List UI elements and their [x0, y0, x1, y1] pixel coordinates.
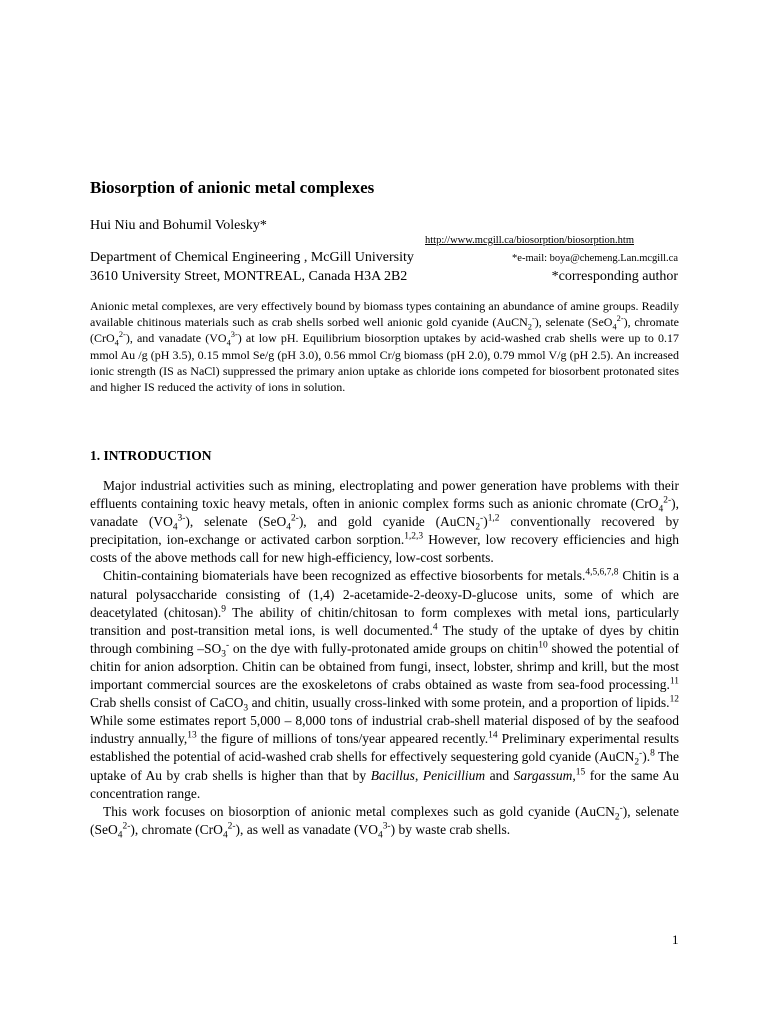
- section-heading: 1. INTRODUCTION: [90, 448, 212, 463]
- subscript-text: 4: [612, 322, 617, 332]
- subscript-text: 4: [222, 830, 228, 841]
- supscript-text: 2-: [616, 314, 624, 324]
- introduction-body: [90, 477, 679, 839]
- supscript-text: 3-: [382, 821, 391, 832]
- paper-title: Biosorption of anionic metal complexes: [90, 178, 375, 197]
- affiliation-row-1: [90, 250, 678, 266]
- affiliation-department: Department of Chemical Engineering , McGill University: [90, 250, 414, 265]
- supscript-text: 8: [650, 748, 655, 759]
- supscript-text: 3-: [177, 513, 186, 524]
- supscript-text: 2-: [118, 330, 126, 340]
- supscript-text: 2-: [663, 495, 672, 506]
- supscript-text: 15: [575, 767, 586, 777]
- author-list: Hui Niu and Bohumil Volesky*: [90, 218, 267, 233]
- supscript-text: 2-: [290, 513, 299, 524]
- subscript-text: 3: [243, 703, 249, 714]
- subscript-text: 2: [527, 322, 532, 332]
- italic-text: Bacillus: [370, 767, 415, 783]
- supscript-text: 3-: [230, 330, 238, 340]
- subscript-text: 3: [221, 649, 226, 660]
- affiliation-row-2: [90, 269, 678, 285]
- supscript-text: 9: [221, 604, 226, 615]
- subscript-text: 4: [226, 338, 231, 348]
- supscript-text: 13: [187, 730, 197, 741]
- supscript-text: 12: [669, 694, 679, 705]
- paragraph: Chitin-containing biomaterials have been recognized as effective biosorbents for metals.$^{4,5,6,7,8}$ Chitin is a natural polysaccharide consisting of (1,4) 2-acetamide-2-deoxy-D-glucose units, some of which are deacetylated (chitosan).$^9$ The ability of chitin/chitosan to form complexes with metal ions, particularly transition and post-transition metal ions, is well documented.$^4$ The study of the uptake of dyes by chitin through combining $-SO_3^-$ on the dye with fully-protonated amide groups on chitin$^{10}$ showed the potential of chitin for anion adsorption. Chitin can be obtained from fungi, insect, lobster, shrimp and krill, but the most important commercial sources are the exoskeletons of crabs obtained as waste from sea-food processing.$^{11}$ Crab shells consist of CaCO$_3$ and chitin, usually cross-linked with some protein, and a proportion of lipids.$^{12}$ While some estimates report 5,000 – 8,000 tons of industrial crab-shell material disposed of by the seafood industry annually,$^{13}$ the figure of millions of tons/year appeared recently.$^{14}$ Preliminary experimental results established the potential of acid-washed crab shells for effectively sequestering gold cyanide (AuCN$_2$-).$^8$ The uptake of Au by crab shells is higher than that by Bacillus, Penicillium and Sargassum,$^{15}$ for the same Au concentration range.: [90, 567, 680, 801]
- subscript-text: 4: [117, 830, 123, 841]
- page-number: 1: [672, 932, 679, 947]
- supscript-text: 10: [538, 640, 548, 651]
- subscript-text: 4: [377, 830, 383, 841]
- supscript-text: 1,2,3: [404, 531, 424, 542]
- supscript-text: 1,2: [487, 513, 500, 524]
- website-link[interactable]: http://www.mcgill.ca/biosorption/biosorption.htm: [425, 235, 635, 246]
- supscript-text: 14: [488, 730, 498, 741]
- subscript-text: 2: [475, 522, 481, 533]
- subscript-text: 4: [658, 504, 664, 515]
- supscript-text: -: [639, 748, 643, 759]
- supscript-text: -: [531, 314, 535, 324]
- supscript-text: 2-: [227, 821, 236, 832]
- paragraph: Major industrial activities such as mining, electroplating and power generation have problems with their effluents containing toxic heavy metals, often in anionic complex forms such as anionic chromate (CrO$_4^{2-}$), vanadate $(VO_4^{3-})$, selenate (SeO$_4^{2-}$), and gold cyanide (AuCN$_2$-)$^{1,2}$ conventionally recovered by precipitation, ion-exchange or activated carbon sorption.$^{1,2,3}$ However, low recovery efficiencies and high costs of the above methods call for new high-efficiency, low-cost sorbents.: [90, 478, 679, 566]
- supscript-text: -: [619, 803, 623, 814]
- paragraph: This work focuses on biosorption of anionic metal complexes such as gold cyanide (AuCN$_2$-), selenate (SeO$_4^{2-}$), chromate (CrO$_4^{2-}$), as well as vanadate $(VO_4^{3-})$ by waste crab shells.: [90, 803, 679, 841]
- abstract: Anionic metal complexes, are very effectively bound by biomass types containing an abundance of amine groups. Readily available chitinous materials such as crab shells sorbed well anionic gold cyanide (AuCN$_2$-), selenate (SeO$_4^{2-}$), chromate (CrO$_4^{2-}$), and vanadate $(VO_4^{3-})$ at low pH. Equilibrium biosorption uptakes by acid-washed crab shells were up to 0.17 mmol Au /g (pH 3.5), 0.15 mmol Se/g (pH 3.0), 0.56 mmol Cr/g biomass (pH 2.0), 0.79 mmol V/g (pH 2.5). An increased ionic strength (IS as NaCl) suppressed the primary anion uptake as chloride ions competed for biosorbent protonated sites and higher IS reduced the activity of ions in solution.: [90, 299, 680, 395]
- subscript-text: 4: [114, 338, 119, 348]
- corresponding-author-note: *corresponding author: [551, 269, 678, 284]
- supscript-text: 2-: [122, 821, 131, 832]
- subscript-text: 2: [614, 812, 620, 823]
- affiliation-address: 3610 University Street, MONTREAL, Canada H3A 2B2: [90, 269, 408, 284]
- supscript-text: 4,5,6,7,8: [585, 567, 619, 578]
- supscript-text: -: [480, 513, 484, 524]
- supscript-text: 11: [669, 676, 679, 687]
- contact-email: *e-mail: boya@chemeng.Lan.mcgill.ca: [512, 253, 678, 264]
- subscript-text: 4: [286, 522, 291, 533]
- italic-text: Sargassum: [513, 767, 573, 783]
- italic-text: Penicillium: [422, 767, 486, 783]
- supscript-text: 4: [432, 622, 438, 633]
- subscript-text: 4: [172, 522, 178, 533]
- supscript-text: -: [226, 640, 230, 651]
- subscript-text: 2: [634, 758, 640, 769]
